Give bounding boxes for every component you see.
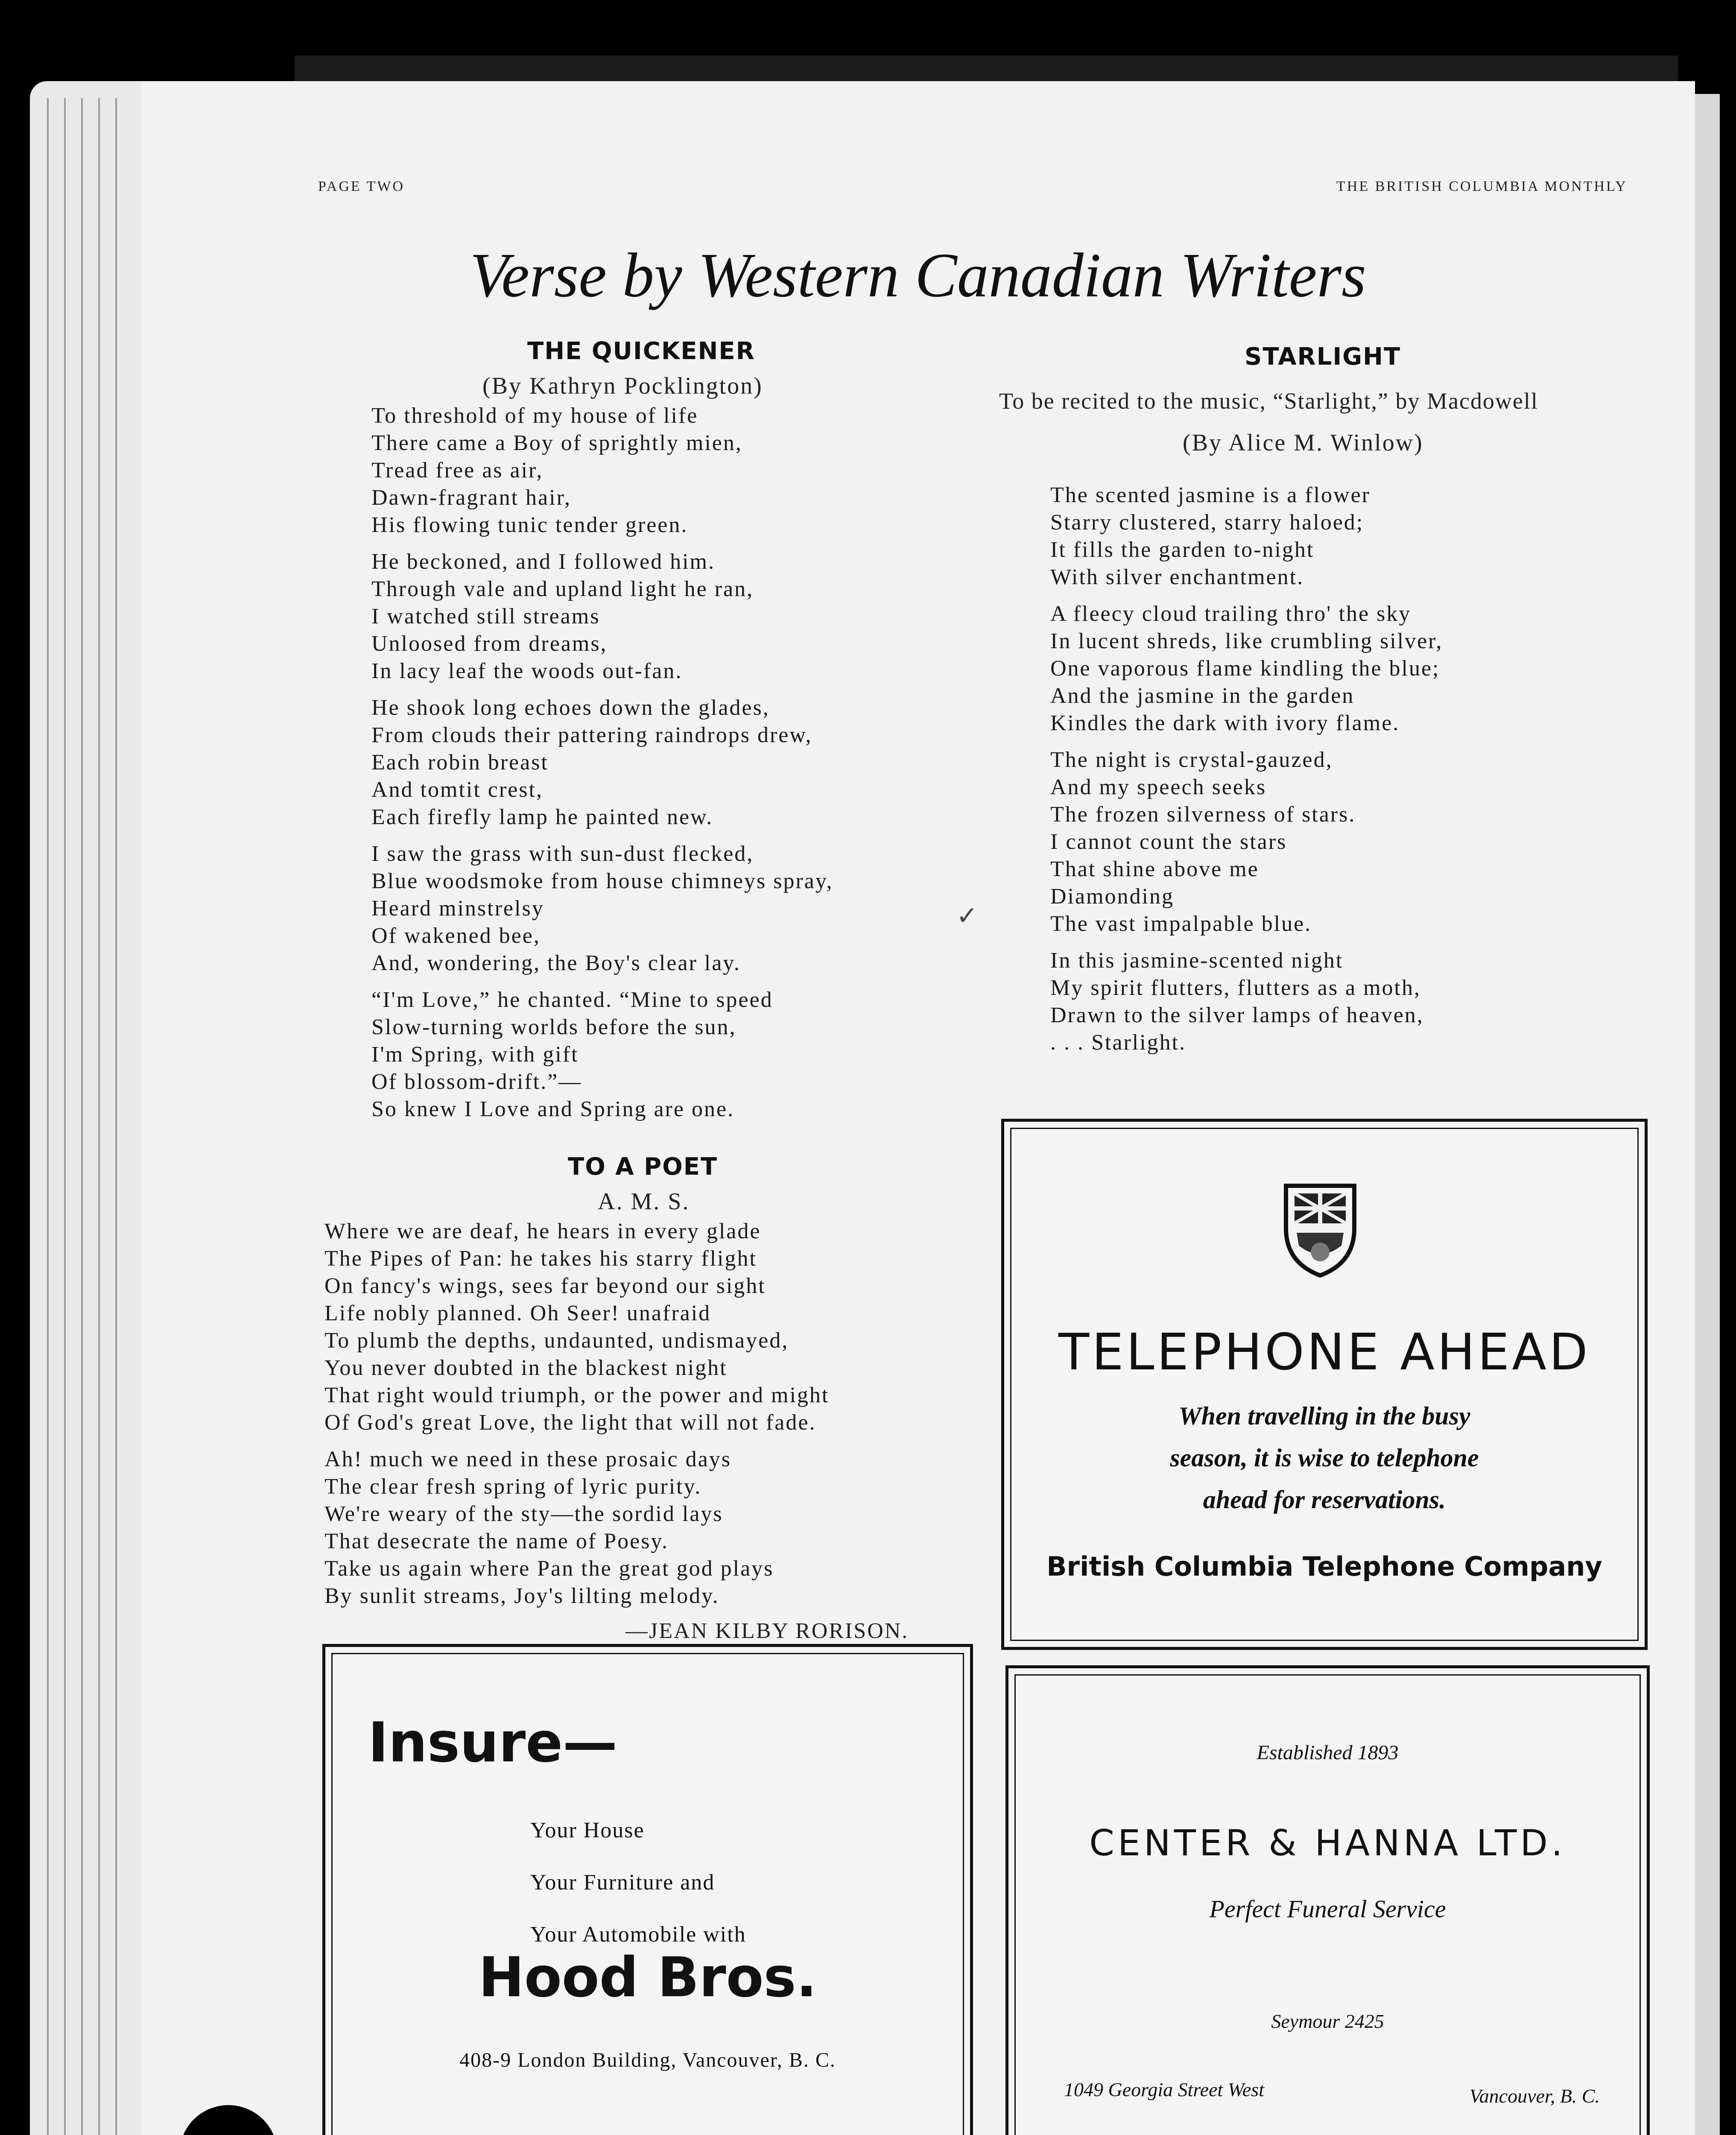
telephone-ad-body — [1004, 1395, 1645, 1521]
poem-line: Kindles the dark with ivory flame. — [1050, 711, 1400, 735]
poem-line: My spirit flutters, flutters as a moth, — [1050, 976, 1421, 1000]
poem-stanza — [324, 1218, 829, 1436]
poem-line: It fills the garden to-night — [1050, 538, 1315, 562]
poem-line: The clear fresh spring of lyric purity. — [324, 1474, 702, 1499]
poem-line: By sunlit streams, Joy's lilting melody. — [324, 1584, 719, 1608]
funeral-ad-company: CENTER & HANNA LTD. — [1089, 1822, 1566, 1864]
poem-line: Unloosed from dreams, — [371, 632, 608, 656]
poem-line: Drawn to the silver lamps of heaven, — [1050, 1003, 1424, 1027]
poem-line: And the jasmine in the garden — [1050, 684, 1355, 708]
poem-line: That desecrate the name of Poesy. — [324, 1529, 669, 1553]
poem-line: In this jasmine-scented night — [1050, 948, 1344, 973]
funeral-ad-established: Established 1893 — [1257, 1741, 1399, 1764]
facing-page-edge — [1691, 94, 1720, 2135]
telephone-ad-line: season, it is wise to telephone — [1170, 1444, 1479, 1472]
poem-line: Blue woodsmoke from house chimneys spray, — [371, 869, 833, 893]
poem-line: In lucent shreds, like crumbling silver, — [1050, 629, 1443, 653]
poem-note-starlight: To be recited to the music, “Starlight,” by Macdowell — [999, 388, 1538, 414]
poem-line: That shine above me — [1050, 857, 1259, 881]
poem-line: Starry clustered, starry haloed; — [1050, 510, 1364, 535]
poem-line: A fleecy cloud trailing thro' the sky — [1050, 602, 1412, 626]
page-title: Verse by Western Canadian Writers — [470, 240, 1366, 310]
poem-stanza — [371, 694, 833, 831]
poem-line: The scented jasmine is a flower — [1050, 483, 1371, 507]
poem-line: To plumb the depths, undaunted, undismayed, — [324, 1328, 789, 1353]
poem-stanza — [371, 986, 833, 1123]
poem-stanza — [324, 1446, 829, 1610]
poem-line: He shook long echoes down the glades, — [371, 696, 770, 720]
poem-body-starlight — [1050, 482, 1443, 1066]
poem-title-quickener: THE QUICKENER — [527, 337, 755, 365]
insurance-ad — [322, 1644, 973, 2135]
poem-line: Of blossom-drift.”— — [371, 1070, 582, 1094]
poem-line: Each firefly lamp he painted new. — [371, 805, 713, 829]
funeral-ad — [1005, 1665, 1650, 2135]
poem-line: And tomtit crest, — [371, 778, 543, 802]
poem-line: To threshold of my house of life — [371, 404, 698, 428]
check-mark-icon: ✓ — [956, 901, 978, 931]
telephone-ad-line: ahead for reservations. — [1203, 1486, 1446, 1514]
telephone-ad-company: British Columbia Telephone Company — [1046, 1551, 1602, 1582]
poem-line: Where we are deaf, he hears in every glade — [324, 1219, 761, 1243]
poem-stanza — [371, 840, 833, 977]
poem-line: Dawn-fragrant hair, — [371, 485, 571, 510]
poem-line: Slow-turning worlds before the sun, — [371, 1015, 736, 1039]
poem-line: The vast impalpable blue. — [1050, 912, 1312, 936]
poem-line: Of wakened bee, — [371, 924, 541, 948]
poem-line: From clouds their pattering raindrops drew, — [371, 723, 812, 747]
poem-title-starlight: STARLIGHT — [1245, 343, 1401, 371]
poem-line: . . . Starlight. — [1050, 1030, 1187, 1055]
poem-line: Ah! much we need in these prosaic days — [324, 1447, 731, 1471]
poem-body-quickener — [371, 402, 833, 1132]
telephone-ad-heading: TELEPHONE AHEAD — [1058, 1322, 1590, 1381]
poem-byline-starlight: (By Alice M. Winlow) — [1183, 430, 1423, 456]
poem-line: And, wondering, the Boy's clear lay. — [371, 951, 741, 975]
telephone-ad — [1001, 1119, 1648, 1650]
poem-line: I'm Spring, with gift — [371, 1042, 579, 1067]
poem-line: One vaporous flame kindling the blue; — [1050, 656, 1440, 681]
page-edges — [30, 81, 145, 2135]
poem-line: Take us again where Pan the great god plays — [324, 1556, 774, 1581]
poem-stanza — [371, 548, 833, 685]
insurance-ad-line: Your Furniture and — [530, 1870, 715, 1895]
poem-line: Through vale and upland light he ran, — [371, 577, 754, 601]
poem-line: “I'm Love,” he chanted. “Mine to speed — [371, 988, 773, 1012]
poem-line: There came a Boy of sprightly mien, — [371, 431, 742, 455]
poem-line: We're weary of the sty—the sordid lays — [324, 1502, 723, 1526]
insurance-ad-heading: Insure— — [368, 1711, 617, 1775]
poem-line: That right would triumph, or the power and might — [324, 1383, 830, 1407]
poem-line: With silver enchantment. — [1050, 565, 1304, 589]
funeral-ad-phone: Seymour 2425 — [1271, 2010, 1384, 2032]
poem-body-to-a-poet — [324, 1218, 829, 1619]
page-number-label: PAGE TWO — [318, 178, 405, 194]
poem-stanza — [1050, 482, 1443, 591]
publication-name: THE BRITISH COLUMBIA MONTHLY — [1336, 178, 1628, 194]
poem-stanza — [371, 402, 833, 539]
poem-line: Tread free as air, — [371, 458, 544, 483]
insurance-ad-address: 408-9 London Building, Vancouver, B. C. — [459, 2049, 836, 2071]
poem-stanza — [1050, 746, 1443, 938]
poem-title-to-a-poet: TO A POET — [568, 1153, 718, 1181]
poem-byline-to-a-poet: A. M. S. — [598, 1188, 690, 1215]
poem-line: Of God's great Love, the light that will not fade. — [324, 1410, 816, 1435]
coat-of-arms-icon — [1277, 1177, 1363, 1280]
poem-stanza — [1050, 600, 1443, 737]
poem-signature: —JEAN KILBY RORISON. — [625, 1619, 909, 1643]
poem-line: He beckoned, and I followed him. — [371, 550, 716, 574]
poem-line: On fancy's wings, sees far beyond our sight — [324, 1274, 766, 1298]
telephone-ad-line: When travelling in the busy — [1178, 1402, 1470, 1430]
poem-line: His flowing tunic tender green. — [371, 513, 688, 537]
poem-line: Heard minstrelsy — [371, 896, 544, 921]
poem-line: Diamonding — [1050, 884, 1174, 909]
poem-line: The Pipes of Pan: he takes his starry flight — [324, 1246, 757, 1271]
poem-byline-quickener: (By Kathryn Pocklington) — [482, 373, 763, 399]
poem-stanza — [1050, 947, 1443, 1056]
poem-line: The night is crystal-gauzed, — [1050, 748, 1333, 772]
poem-line: In lacy leaf the woods out-fan. — [371, 659, 683, 683]
poem-line: And my speech seeks — [1050, 775, 1267, 799]
insurance-ad-line: Your Automobile with — [530, 1922, 746, 1947]
poem-line: You never doubted in the blackest night — [324, 1356, 728, 1380]
funeral-ad-service: Perfect Funeral Service — [1209, 1895, 1446, 1923]
funeral-ad-street: 1049 Georgia Street West — [1064, 2079, 1264, 2100]
poem-line: The frozen silverness of stars. — [1050, 802, 1356, 827]
poem-line: Life nobly planned. Oh Seer! unafraid — [324, 1301, 711, 1325]
poem-line: I watched still streams — [371, 604, 600, 629]
funeral-ad-city: Vancouver, B. C. — [1469, 2085, 1600, 2107]
poem-line: So knew I Love and Spring are one. — [371, 1097, 735, 1121]
insurance-ad-line: Your House — [530, 1818, 645, 1843]
poem-line: I cannot count the stars — [1050, 830, 1287, 854]
poem-line: Each robin breast — [371, 750, 549, 775]
poem-line: I saw the grass with sun-dust flecked, — [371, 842, 754, 866]
insurance-ad-company: Hood Bros. — [478, 1946, 817, 2009]
